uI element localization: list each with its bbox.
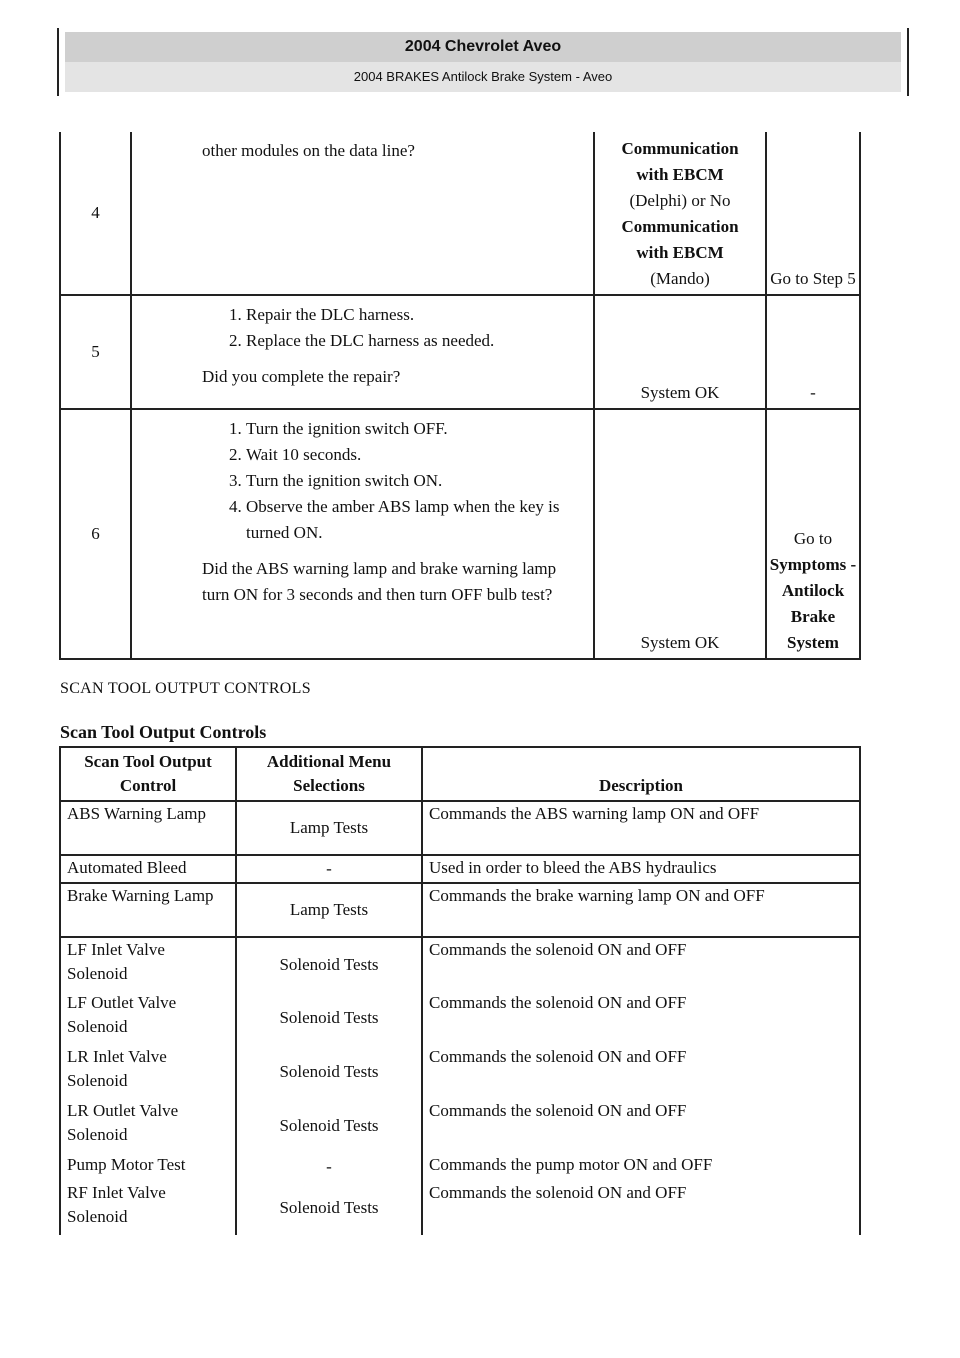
step-action (131, 409, 594, 659)
selection-cell: Lamp Tests (236, 883, 422, 937)
step-value (594, 132, 766, 295)
value-line: with EBCM (636, 243, 724, 262)
value-line: with EBCM (636, 165, 724, 184)
step-value: System OK (594, 295, 766, 409)
action-item: 2. Wait 10 seconds. (246, 442, 587, 468)
description-cell: Commands the solenoid ON and OFF (422, 937, 860, 991)
step-number: 5 (60, 295, 131, 409)
description-cell: Commands the pump motor ON and OFF (422, 1153, 860, 1181)
step-yes (766, 132, 860, 295)
selection-cell: Solenoid Tests (236, 937, 422, 991)
control-cell: Automated Bleed (60, 855, 236, 883)
step-question: Did you complete the repair? (202, 367, 401, 386)
section-heading: SCAN TOOL OUTPUT CONTROLS (60, 680, 311, 697)
diag-row-step-4 (60, 132, 860, 295)
table-row (60, 855, 860, 883)
step-action (131, 295, 594, 409)
control-cell: Pump Motor Test (60, 1153, 236, 1181)
control-cell: LR Outlet Valve Solenoid (60, 1099, 236, 1153)
diag-row-step-5 (60, 295, 860, 409)
output-controls-table (59, 746, 861, 1235)
selection-cell: Lamp Tests (236, 801, 422, 855)
description-cell: Commands the solenoid ON and OFF (422, 991, 860, 1045)
step-value: System OK (594, 409, 766, 659)
value-line: Communication (621, 217, 739, 236)
step-number: 4 (60, 132, 131, 295)
description-cell: Commands the solenoid ON and OFF (422, 1181, 860, 1235)
action-list (202, 302, 587, 354)
control-cell: Brake Warning Lamp (60, 883, 236, 937)
go-to-step-link[interactable]: Go to Step 5 (770, 269, 856, 288)
control-cell: LF Inlet Valve Solenoid (60, 937, 236, 991)
table-row (60, 1181, 860, 1235)
action-item: 1. Repair the DLC harness. (246, 302, 587, 328)
value-line: (Delphi) or No (629, 191, 731, 210)
diag-row-step-6 (60, 409, 860, 659)
table-row (60, 937, 860, 991)
action-item: 1. Turn the ignition switch OFF. (246, 416, 587, 442)
step-yes: - (766, 295, 860, 409)
symptoms-link[interactable]: Symptoms - (769, 555, 857, 574)
step-question: Did the ABS warning lamp and brake warning lamp turn ON for 3 seconds and then turn OFF bulb test? (202, 559, 557, 604)
table-row (60, 1153, 860, 1181)
table-caption: Scan Tool Output Controls (60, 722, 267, 742)
description-cell: Used in order to bleed the ABS hydraulics (422, 855, 860, 883)
action-item: 3. Turn the ignition switch ON. (246, 468, 587, 494)
control-cell: LR Inlet Valve Solenoid (60, 1045, 236, 1099)
table-row (60, 801, 860, 855)
selection-cell: Solenoid Tests (236, 991, 422, 1045)
document-title: 2004 Chevrolet Aveo (65, 32, 901, 62)
document-subtitle: 2004 BRAKES Antilock Brake System - Aveo (65, 62, 901, 92)
selection-cell: Solenoid Tests (236, 1045, 422, 1099)
action-list (202, 416, 587, 546)
action-text: other modules on the data line? (202, 141, 415, 160)
yes-line: Go to (793, 529, 833, 548)
page-header (57, 28, 909, 96)
description-cell: Commands the solenoid ON and OFF (422, 1099, 860, 1153)
table-header-row (60, 747, 860, 801)
col-header-selections: Additional Menu Selections (236, 747, 422, 801)
table-row (60, 991, 860, 1045)
selection-cell: Solenoid Tests (236, 1099, 422, 1153)
yes-line: Antilock Brake (781, 581, 845, 626)
col-header-control: Scan Tool Output Control (60, 747, 236, 801)
table-row (60, 1045, 860, 1099)
description-cell: Commands the ABS warning lamp ON and OFF (422, 801, 860, 855)
step-yes (766, 409, 860, 659)
col-header-description: Description (422, 747, 860, 801)
value-line: Communication (621, 139, 739, 158)
description-cell: Commands the solenoid ON and OFF (422, 1045, 860, 1099)
control-cell: LF Outlet Valve Solenoid (60, 991, 236, 1045)
action-item: 2. Replace the DLC harness as needed. (246, 328, 587, 354)
step-number: 6 (60, 409, 131, 659)
selection-cell: - (236, 1153, 422, 1181)
table-row (60, 883, 860, 937)
control-cell: RF Inlet Valve Solenoid (60, 1181, 236, 1235)
diagnostic-table (59, 132, 861, 660)
selection-cell: - (236, 855, 422, 883)
action-item: 4. Observe the amber ABS lamp when the key is turned ON. (246, 494, 587, 546)
yes-line: System (787, 633, 839, 652)
table-row (60, 1099, 860, 1153)
selection-cell: Solenoid Tests (236, 1181, 422, 1235)
control-cell: ABS Warning Lamp (60, 801, 236, 855)
description-cell: Commands the brake warning lamp ON and OFF (422, 883, 860, 937)
value-line: (Mando) (650, 269, 710, 288)
step-action (131, 132, 594, 295)
